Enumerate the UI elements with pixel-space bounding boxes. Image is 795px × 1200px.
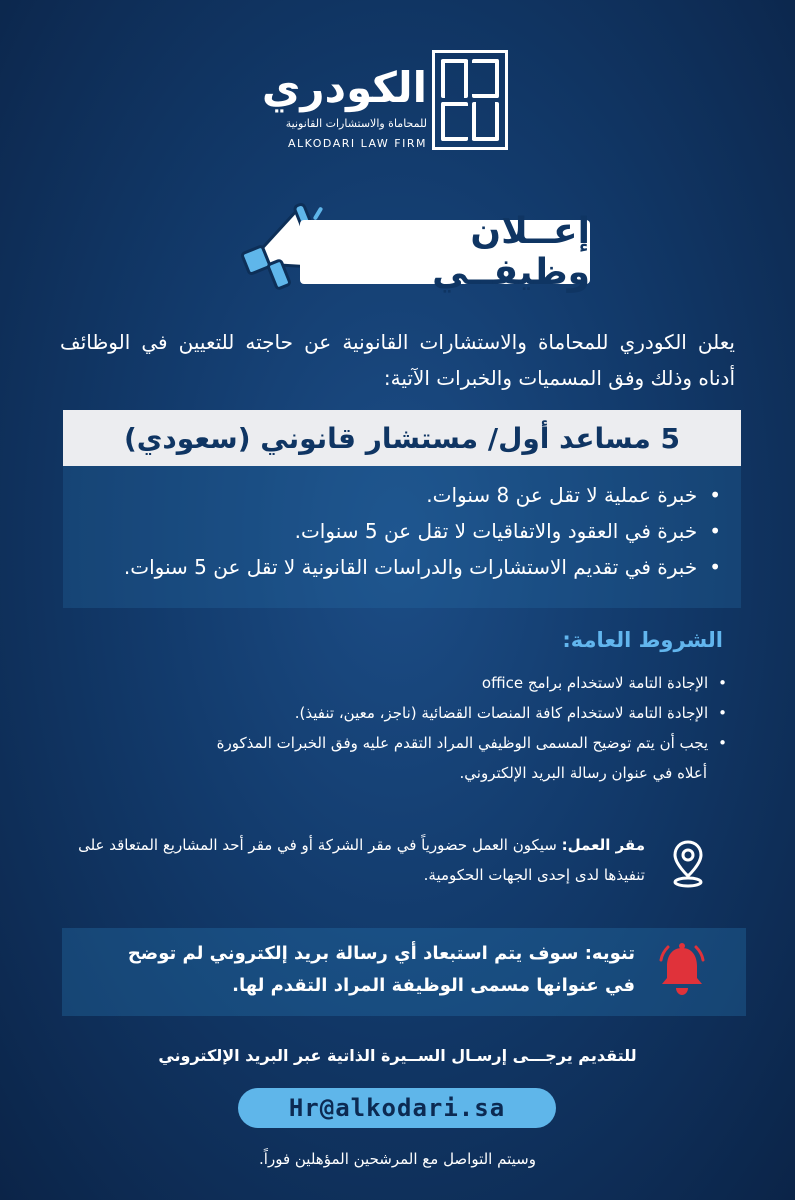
requirement-item: • خبرة في تقديم الاستشارات والدراسات القانونية لا تقل عن 5 سنوات. bbox=[81, 549, 721, 585]
brand-name-en: ALKODARI LAW FIRM bbox=[288, 137, 427, 150]
email-pill[interactable] bbox=[238, 1088, 556, 1128]
contact-note: وسيتم التواصل مع المرشحين المؤهلين فوراً. bbox=[259, 1150, 536, 1168]
brand-subtitle: للمحاماة والاستشارات القانونية bbox=[285, 117, 427, 130]
bell-icon bbox=[658, 942, 706, 998]
notice-text: تنويه: سوف يتم استبعاد أي رسالة بريد إلكتروني لم توضح في عنوانها مسمى الوظيفة المراد التقدم لها. bbox=[127, 943, 635, 996]
location-pin-icon bbox=[672, 840, 704, 888]
requirement-item: • خبرة عملية لا تقل عن 8 سنوات. bbox=[81, 477, 721, 513]
condition-item: • يجب أن يتم توضيح المسمى الوظيفي المراد التقدم عليه وفق الخبرات المذكورة bbox=[67, 728, 727, 758]
email-link[interactable]: Hr@alkodari.sa bbox=[288, 1094, 506, 1122]
headline-banner bbox=[300, 211, 590, 293]
condition-item: • الإجادة التامة لاستخدام كافة المنصات القضائية (ناجز، معين، تنفيذ). bbox=[67, 698, 727, 728]
conditions-list bbox=[67, 668, 727, 788]
apply-instruction: للتقديم يرجـــى إرسـال الســيرة الذاتية عبر البريد الإلكتروني bbox=[158, 1046, 637, 1065]
intro-text: يعلن الكودري للمحاماة والاستشارات القانونية عن حاجته للتعيين في الوظائف أدناه وذلك وفق المسميات والخبرات الآتية: bbox=[60, 330, 735, 390]
requirement-item: • خبرة في العقود والاتفاقيات لا تقل عن 5 سنوات. bbox=[81, 513, 721, 549]
headline-text: إعــلان وظيفــي bbox=[432, 211, 590, 293]
condition-item: • الإجادة التامة لاستخدام برامج office bbox=[67, 668, 727, 698]
workplace-text bbox=[75, 830, 645, 890]
position-title: 5 مساعد أول/ مستشار قانوني (سعودي) bbox=[123, 421, 681, 455]
requirements-list bbox=[81, 477, 721, 585]
conditions-title: الشروط العامة: bbox=[562, 628, 723, 652]
brand-name: الكودري bbox=[261, 63, 427, 112]
logo-mark bbox=[432, 50, 508, 150]
workplace-description: سيكون العمل حضورياً في مقر الشركة أو في مقر أحد المشاريع المتعاقد على تنفيذها لدى إحدى الجهات الحكومية. bbox=[78, 836, 645, 884]
workplace-label: مقر العمل: bbox=[561, 836, 645, 854]
condition-continuation: أعلاه في عنوان رسالة البريد الإلكتروني. bbox=[459, 764, 707, 782]
position-bar bbox=[63, 410, 741, 466]
